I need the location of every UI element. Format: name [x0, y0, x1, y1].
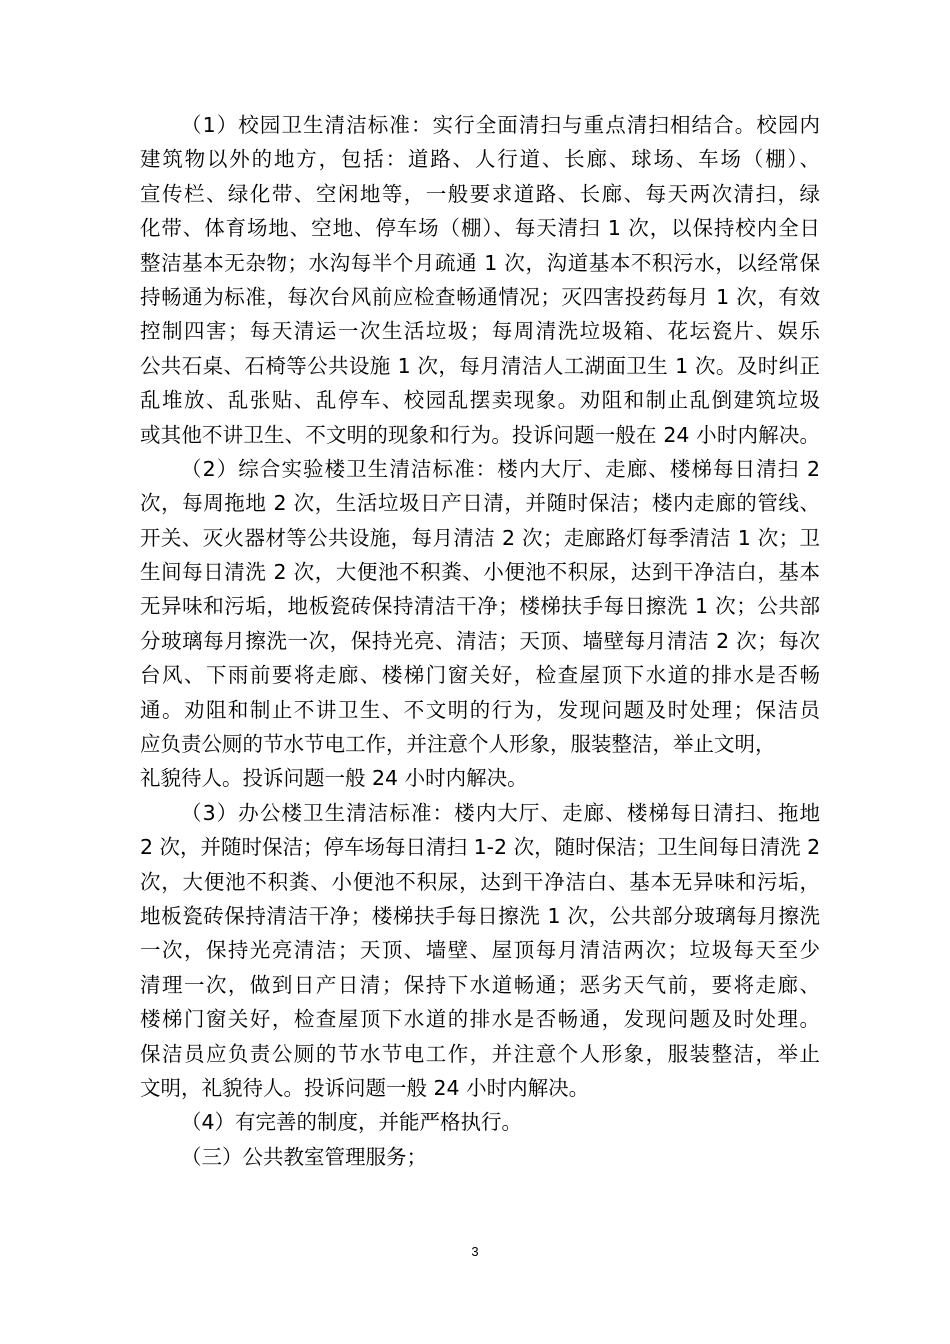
text-line: （1）校园卫生清洁标准：实行全面清扫与重点清扫相结合。校园内 [181, 113, 820, 137]
text-line: 台风、下雨前要将走廊、楼梯门窗关好，检查屋顶下水道的排水是否畅 [140, 663, 820, 688]
text-line: 宣传栏、绿化带、空闲地等，一般要求道路、长廊、每天两次清扫，绿 [140, 181, 820, 206]
text-line: 一次，保持光亮清洁；天顶、墙壁、屋顶每月清洁两次；垃圾每天至少 [140, 938, 820, 963]
text-line: 保洁员应负责公厕的节水节电工作，并注意个人形象，服装整洁，举止 [140, 1041, 820, 1066]
text-line: 开关、灭火器材等公共设施，每月清洁 2 次；走廊路灯每季清洁 1 次；卫 [140, 525, 820, 550]
text-line: 或其他不讲卫生、不文明的现象和行为。投诉问题一般在 24 小时内解决。 [140, 422, 820, 447]
text-line: 持畅通为标准，每次台风前应检查畅通情况；灭四害投药每月 1 次，有效 [140, 284, 820, 309]
text-line: 应负责公厕的节水节电工作，并注意个人形象，服装整洁，举止文明， [140, 732, 776, 757]
page-number: 3 [471, 1244, 479, 1259]
text-line: 次，大便池不积粪、小便池不积尿，达到干净洁白、基本无异味和污垢， [140, 869, 820, 894]
paragraph [140, 108, 820, 452]
text-line: 通。劝阻和制止不讲卫生、不文明的行为，发现问题及时处理；保洁员 [140, 697, 820, 722]
text-line: 控制四害；每天清运一次生活垃圾；每周清洗垃圾箱、花坛瓷片、娱乐 [140, 319, 820, 344]
text-line: 2 次，并随时保洁；停车场每日清扫 1-2 次，随时保洁；卫生间每日清洗 2 [140, 835, 821, 860]
paragraph [140, 1140, 820, 1174]
paragraph [140, 452, 820, 796]
text-line: 无异味和污垢，地板瓷砖保持清洁干净；楼梯扶手每日擦洗 1 次；公共部 [140, 594, 820, 619]
text-line: 化带、体育场地、空地、停车场（棚）、每天清扫 1 次，以保持校内全日 [140, 216, 820, 241]
text-line: 清理一次，做到日产日清；保持下水道畅通；恶劣天气前，要将走廊、 [140, 972, 820, 997]
text-line: 文明，礼貌待人。投诉问题一般 24 小时内解决。 [140, 1075, 590, 1100]
text-line: 乱堆放、乱张贴、乱停车、校园乱摆卖现象。劝阻和制止乱倒建筑垃圾 [140, 388, 820, 413]
paragraph [140, 796, 820, 1106]
document-body [140, 108, 820, 1174]
text-line: （三）公共教室管理服务； [181, 1144, 427, 1169]
text-line: （4）有完善的制度，并能严格执行。 [181, 1110, 523, 1135]
text-line: 楼梯门窗关好，检查屋顶下水道的排水是否畅通，发现问题及时处理。 [140, 1007, 820, 1032]
text-line: 公共石桌、石椅等公共设施 1 次，每月清洁人工湖面卫生 1 次。及时纠正 [140, 353, 820, 378]
text-line: （3）办公楼卫生清洁标准：楼内大厅、走廊、楼梯每日清扫、拖地 [181, 800, 820, 825]
text-line: 整洁基本无杂物；水沟每半个月疏通 1 次，沟道基本不积污水，以经常保 [140, 250, 820, 275]
text-line: 生间每日清洗 2 次，大便池不积粪、小便池不积尿，达到干净洁白，基本 [140, 560, 820, 585]
text-line: 礼貌待人。投诉问题一般 24 小时内解决。 [140, 766, 528, 791]
text-line: 地板瓷砖保持清洁干净；楼梯扶手每日擦洗 1 次，公共部分玻璃每月擦洗 [140, 903, 820, 928]
paragraph [140, 1105, 820, 1139]
text-line: 分玻璃每月擦洗一次，保持光亮、清洁；天顶、墙壁每月清洁 2 次；每次 [140, 628, 820, 653]
text-line: 次，每周拖地 2 次，生活垃圾日产日清，并随时保洁；楼内走廊的管线、 [140, 491, 820, 516]
text-line: （2）综合实验楼卫生清洁标准：楼内大厅、走廊、楼梯每日清扫 2 [181, 456, 820, 481]
text-line: 建筑物以外的地方，包括：道路、人行道、长廊、球场、车场（棚）、 [140, 147, 820, 172]
